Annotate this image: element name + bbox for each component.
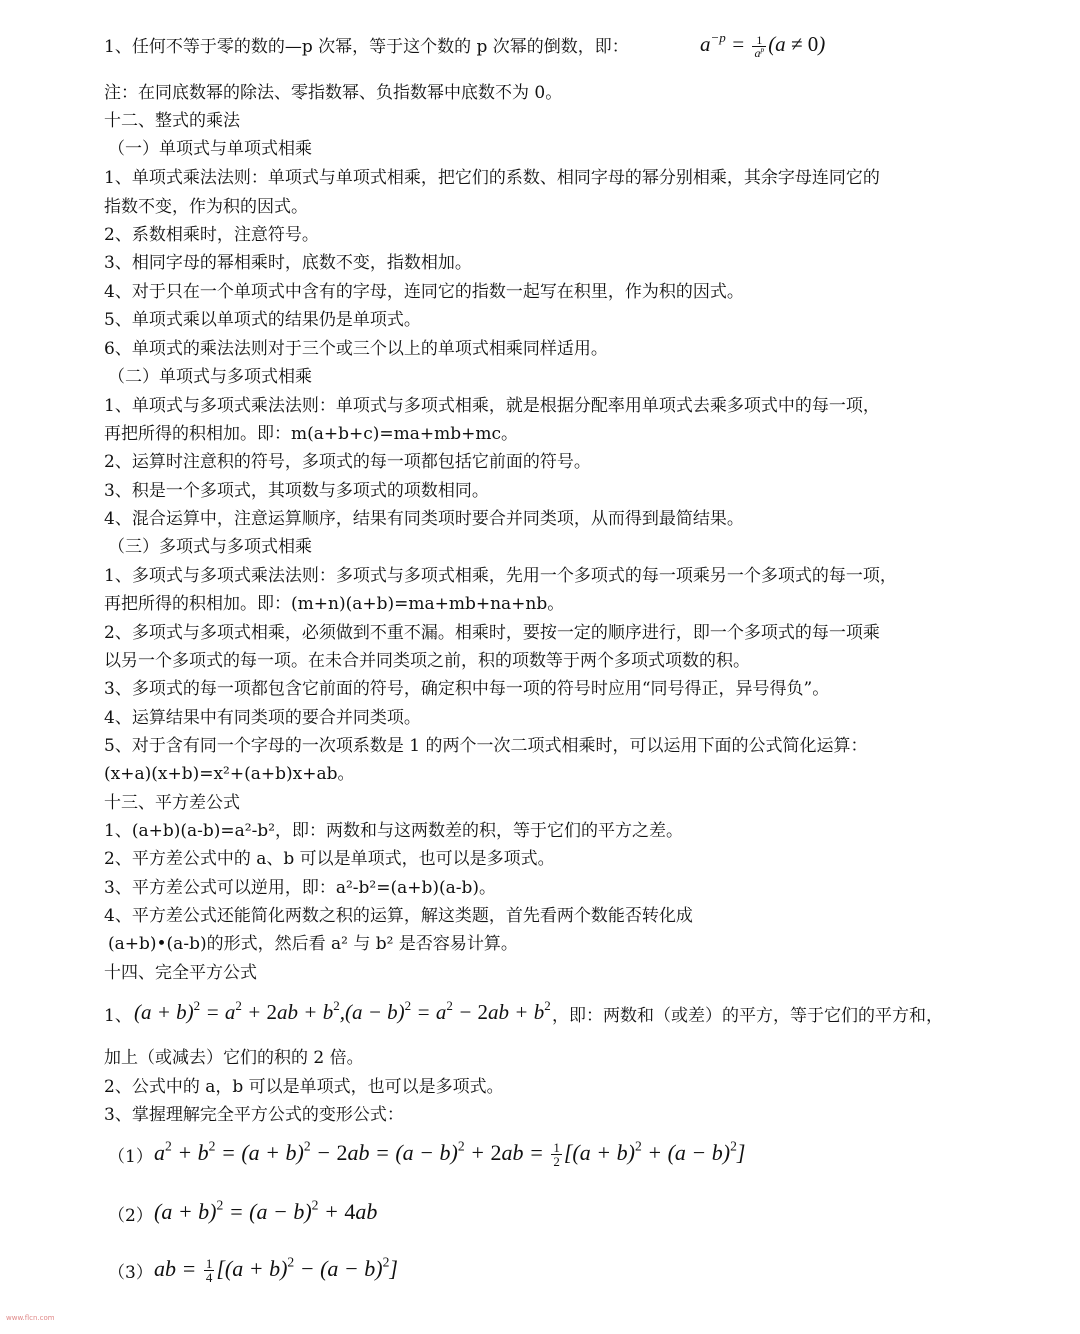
formula-variant-3: ab = $\frac{1}{4}$ $[(a + b)^2 - (a - b)^2]$ xyxy=(154,1254,398,1286)
list-number: （3） xyxy=(108,1263,153,1283)
list-number: （2） xyxy=(108,1206,153,1226)
text-line: 3、相同字母的幂相乘时，底数不变，指数相加。 xyxy=(104,253,472,273)
text-line: 2、运算时注意积的符号，多项式的每一项都包括它前面的符号。 xyxy=(104,452,591,472)
text-line: 4、对于只在一个单项式中含有的字母，连同它的指数一起写在积里，作为积的因式。 xyxy=(104,282,744,302)
subsection-heading: （一）单项式与单项式相乘 xyxy=(108,139,312,159)
watermark: www.flcn.com xyxy=(6,1314,55,1322)
text-line: 再把所得的积相加。即：(m+n)(a+b)=ma+mb+na+nb。 xyxy=(104,594,565,614)
formula-perfect-square: $(a + b)^2 = a^2 + 2ab + b^2,(a - b)^2 = a^2 - 2ab + b^2$ xyxy=(134,997,551,1024)
text-line: 注：在同底数幂的除法、零指数幂、负指数幂中底数不为 0。 xyxy=(104,83,563,103)
text-line: 加上（或减去）它们的积的 2 倍。 xyxy=(104,1048,364,1068)
text-line: (x+a)(x+b)=x²+(a+b)x+ab。 xyxy=(104,764,355,784)
formula-variant-2: $(a + b)^2 = (a - b)^2 + 4ab$ xyxy=(154,1197,378,1224)
text-line: 5、单项式乘以单项式的结果仍是单项式。 xyxy=(104,310,421,330)
text-line: 1、单项式与多项式乘法法则：单项式与多项式相乘，就是根据分配率用单项式去乘多项式中的每一项， xyxy=(104,396,880,416)
text-line: 3、积是一个多项式，其项数与多项式的项数相同。 xyxy=(104,481,489,501)
text-line: 4、平方差公式还能简化两数之积的运算，解这类题，首先看两个数能否转化成 xyxy=(104,906,693,926)
section-heading: 十二、整式的乘法 xyxy=(104,111,240,131)
text-line: 2、多项式与多项式相乘，必须做到不重不漏。相乘时，要按一定的顺序进行，即一个多项式的每一项乘 xyxy=(104,623,880,643)
text-line: 3、平方差公式可以逆用，即：a²-b²=(a+b)(a-b)。 xyxy=(104,878,497,898)
text-line: 1、(a+b)(a-b)=a²-b²，即：两数和与这两数差的积，等于它们的平方之差。 xyxy=(104,821,684,841)
subsection-heading: （三）多项式与多项式相乘 xyxy=(108,537,312,557)
text-line: 2、系数相乘时，注意符号。 xyxy=(104,225,319,245)
text-line: 2、平方差公式中的 a、b 可以是单项式，也可以是多项式。 xyxy=(104,849,555,869)
list-number: （1） xyxy=(108,1147,153,1167)
section-heading: 十四、完全平方公式 xyxy=(104,963,257,983)
text-line: 3、多项式的每一项都包含它前面的符号，确定积中每一项的符号时应用“同号得正，异号得负”。 xyxy=(104,679,830,699)
text-line: 1、多项式与多项式乘法法则：多项式与多项式相乘，先用一个多项式的每一项乘另一个多项式的每一项， xyxy=(104,566,897,586)
subsection-heading: （二）单项式与多项式相乘 xyxy=(108,367,312,387)
text-line: ，即：两数和（或差）的平方，等于它们的平方和， xyxy=(552,1006,943,1026)
text-line: 5、对于含有同一个字母的一次项系数是 1 的两个一次二项式相乘时，可以运用下面的公式简化运算： xyxy=(104,736,868,756)
text-line: 4、运算结果中有同类项的要合并同类项。 xyxy=(104,708,421,728)
text-line: 1、单项式乘法法则：单项式与单项式相乘，把它们的系数、相同字母的幂分别相乘，其余字母连同它的 xyxy=(104,168,880,188)
section-heading: 十三、平方差公式 xyxy=(104,793,240,813)
list-number: 1、 xyxy=(104,1006,132,1026)
text-line: 6、单项式的乘法法则对于三个或三个以上的单项式相乘同样适用。 xyxy=(104,339,608,359)
text-line: 4、混合运算中，注意运算顺序，结果有同类项时要合并同类项，从而得到最简结果。 xyxy=(104,509,744,529)
formula-variant-1: $a^2 + b^2 = (a + b)^2 - 2ab = (a - b)^2 + 2ab$ = $\frac{1}{2}$ $[(a + b)^2 + (a - b)^2]$ xyxy=(154,1138,746,1170)
text-line: 以另一个多项式的每一项。在未合并同类项之前，积的项数等于两个多项式项数的积。 xyxy=(104,651,750,671)
text-line: 1、任何不等于零的数的—p 次幂，等于这个数的 p 次幂的倒数，即： xyxy=(104,37,629,57)
text-line: 2、公式中的 a，b 可以是单项式，也可以是多项式。 xyxy=(104,1077,504,1097)
text-line: (a+b)•(a-b)的形式，然后看 a² 与 b² 是否容易计算。 xyxy=(108,934,518,954)
text-line: 再把所得的积相加。即：m(a+b+c)=ma+mb+mc。 xyxy=(104,424,519,444)
text-line: 3、掌握理解完全平方公式的变形公式： xyxy=(104,1105,404,1125)
formula-negative-power: $a^{-p}$ = $\frac{1}{a^p}$ (a ≠ 0) xyxy=(700,29,826,60)
text-line: 指数不变，作为积的因式。 xyxy=(104,197,308,217)
